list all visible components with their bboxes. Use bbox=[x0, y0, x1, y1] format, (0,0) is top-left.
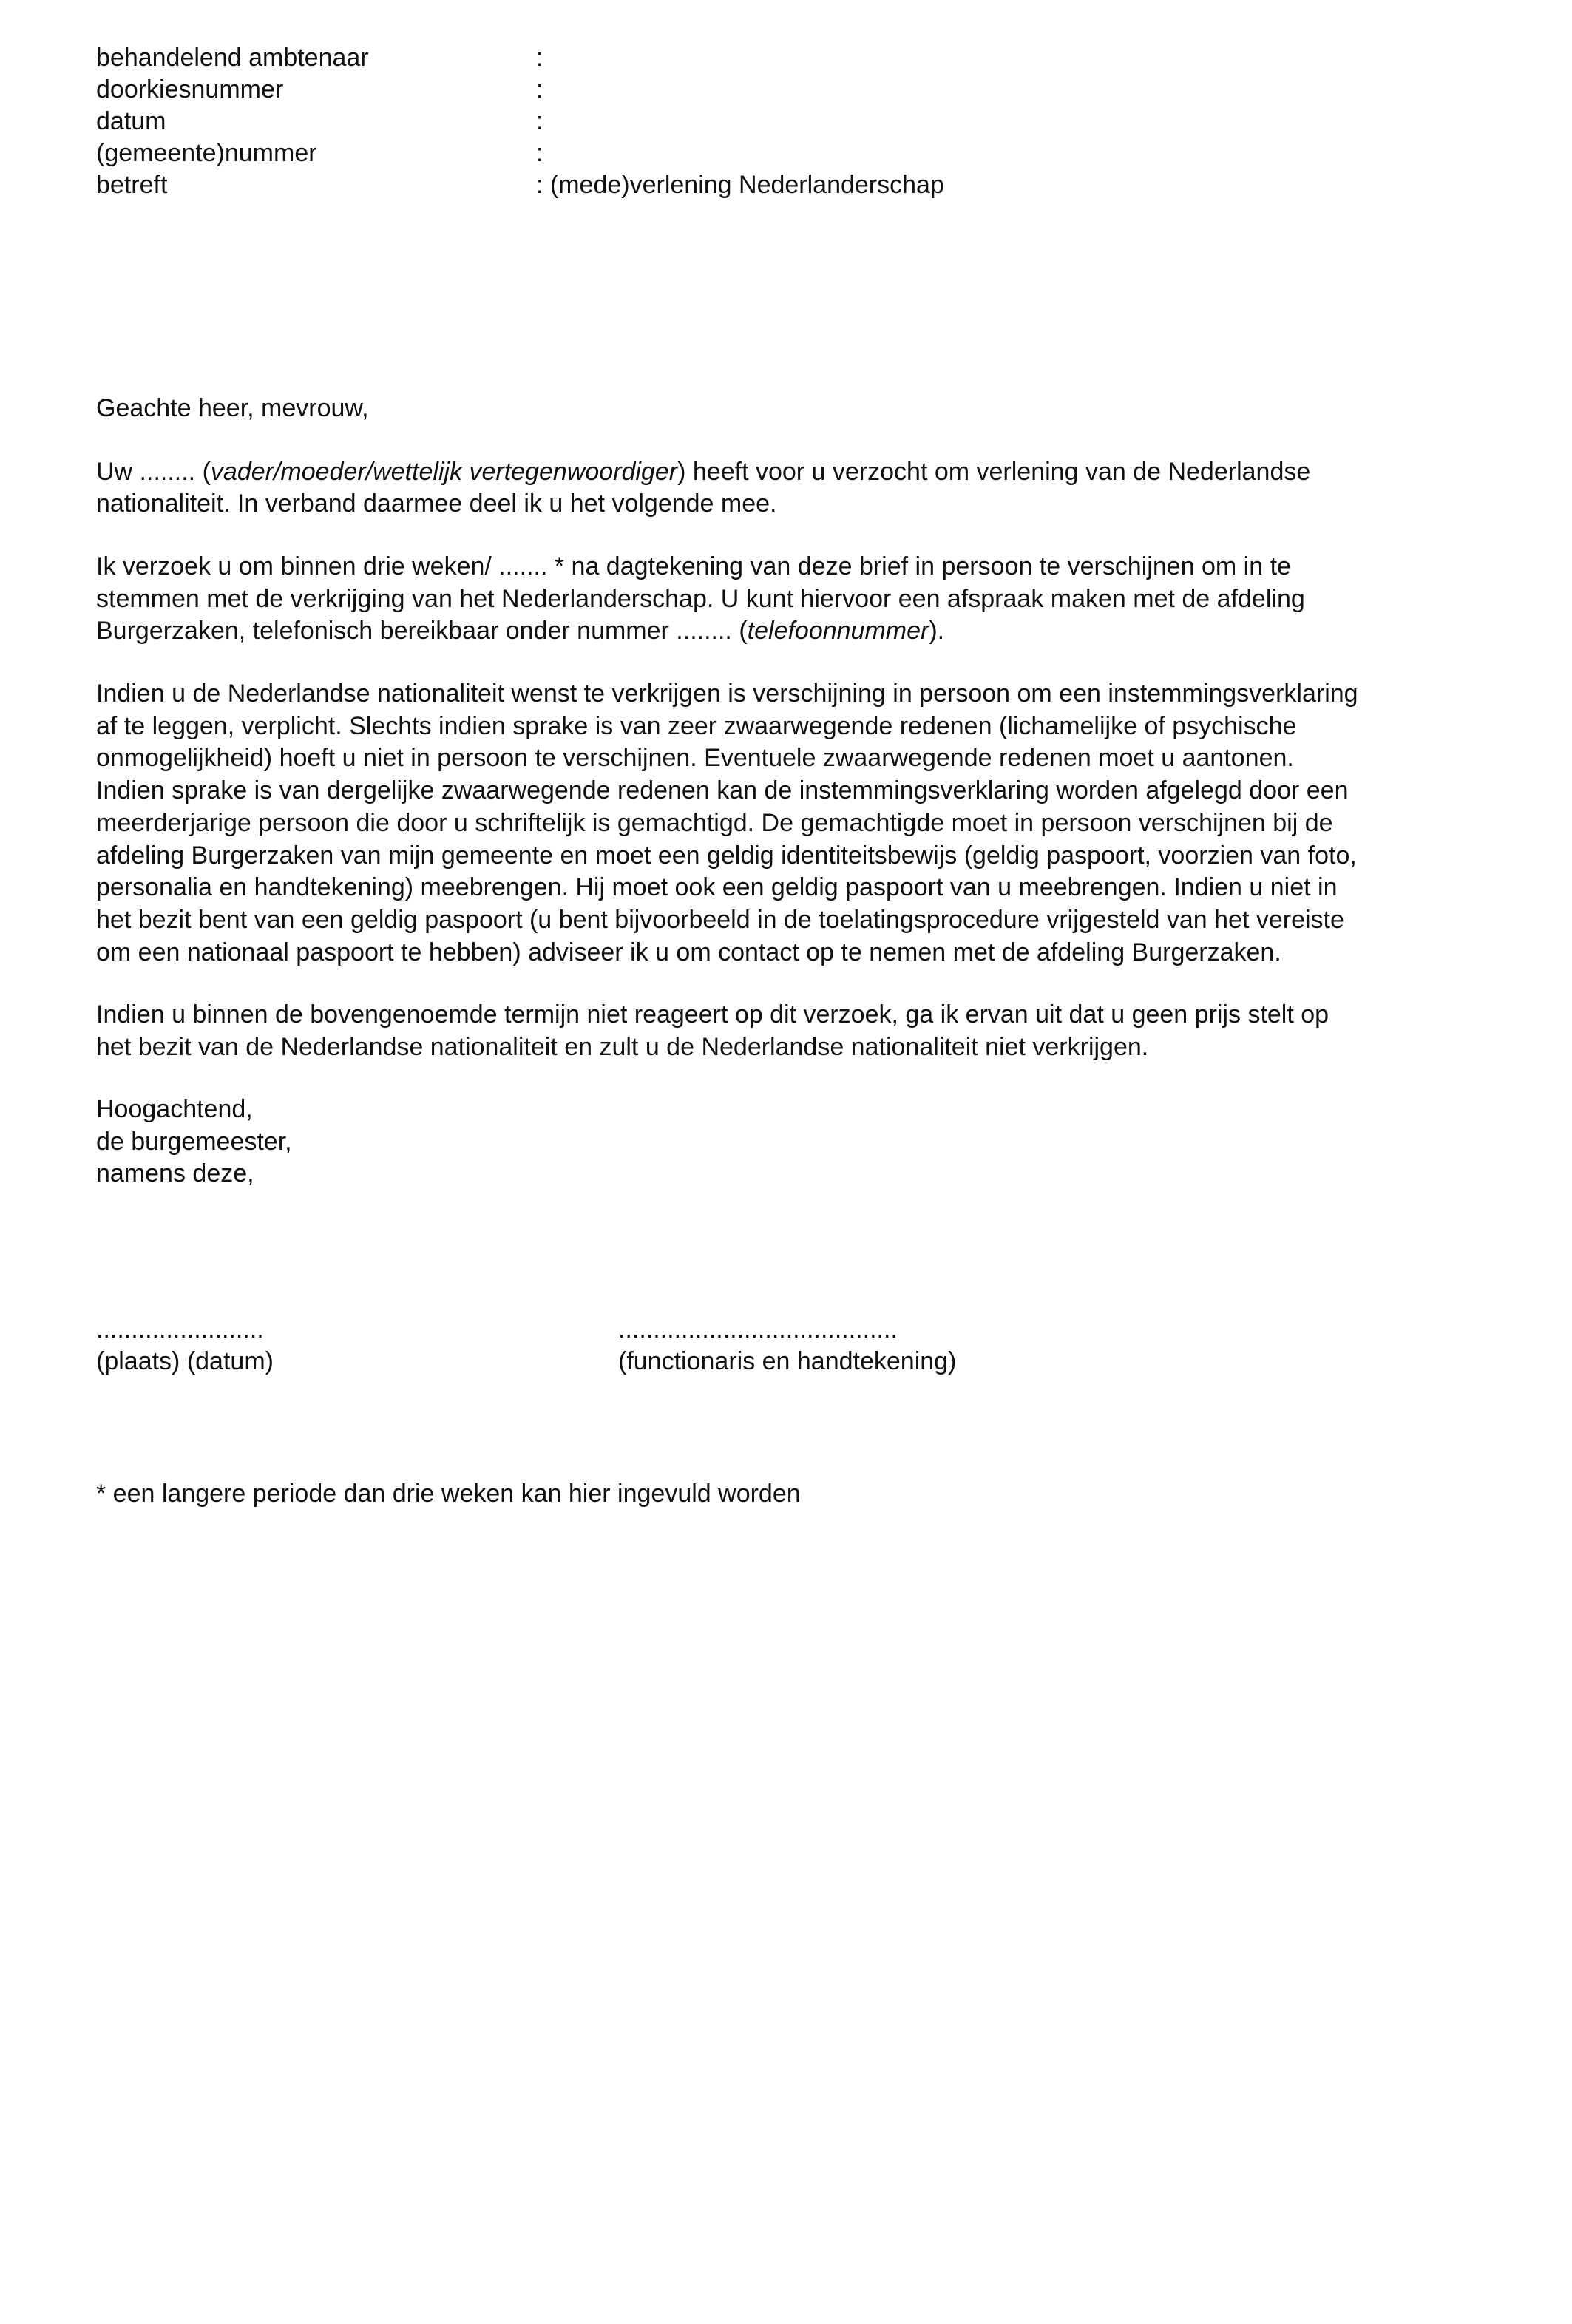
para3-line: het bezit bent van een geldig paspoort (u bent bijvoorbeeld in de toelatingsprocedure vrijgesteld van het vereiste bbox=[96, 906, 1344, 934]
header-label-behandelend: behandelend ambtenaar bbox=[96, 44, 369, 72]
para4-line: het bezit van de Nederlandse nationaliteit en zult u de Nederlandse nationaliteit niet verkrijgen. bbox=[96, 1033, 1149, 1061]
header-value-behandelend: : bbox=[536, 44, 543, 72]
signature-place-date-label: (plaats) (datum) bbox=[96, 1347, 274, 1375]
para3-line: Indien u de Nederlandse nationaliteit wenst te verkrijgen is verschijning in persoon om een instemmingsverklaring bbox=[96, 680, 1358, 708]
closing-line: de burgemeester, bbox=[96, 1128, 292, 1156]
header-value-betreft: : (mede)verlening Nederlanderschap bbox=[536, 171, 944, 199]
para3-line: af te leggen, verplicht. Slechts indien sprake is van zeer zwaarwegende redenen (lichamelijke of psychische bbox=[96, 712, 1297, 740]
para1-line1 bbox=[96, 457, 1310, 487]
para2-line3 bbox=[96, 616, 944, 646]
signature-functionary-label: (functionaris en handtekening) bbox=[618, 1347, 957, 1375]
para3-line: afdeling Burgerzaken van mijn gemeente en moet een geldig identiteitsbewijs (geldig paspoort, voorzien van foto, bbox=[96, 841, 1357, 870]
para2-line1: Ik verzoek u om binnen drie weken/ ....... * na dagtekening van deze brief in persoon te verschijnen om in te bbox=[96, 552, 1291, 580]
para3-line: personalia en handtekening) meebrengen. Hij moet ook een geldig paspoort van u meebrengen. Indien u niet in bbox=[96, 873, 1338, 901]
signature-functionary-dots: ........................................ bbox=[618, 1315, 898, 1344]
header-value-gemeentenummer: : bbox=[536, 139, 543, 167]
para4-line: Indien u binnen de bovengenoemde termijn niet reageert op dit verzoek, ga ik ervan uit dat u geen prijs stelt op bbox=[96, 1000, 1329, 1029]
header-label-gemeentenummer: (gemeente)nummer bbox=[96, 139, 317, 167]
para3-line: Indien sprake is van dergelijke zwaarwegende redenen kan de instemmingsverklaring worden afgelegd door een bbox=[96, 776, 1349, 804]
para2-line2: stemmen met de verkrijging van het Nederlanderschap. U kunt hiervoor een afspraak maken met de afdeling bbox=[96, 585, 1305, 613]
header-value-datum: : bbox=[536, 107, 543, 135]
para2-line3-pre: Burgerzaken, telefonisch bereikbaar onder nummer ........ ( bbox=[96, 617, 748, 645]
header-value-doorkiesnummer: : bbox=[536, 75, 543, 104]
closing-line: namens deze, bbox=[96, 1159, 254, 1188]
para1-line1-italic: vader/moeder/wettelijk vertegenwoordiger bbox=[210, 458, 678, 486]
para2-line3-italic: telefoonnummer bbox=[747, 617, 929, 645]
closing-line: Hoogachtend, bbox=[96, 1095, 253, 1123]
para2-line3-post: ). bbox=[929, 617, 945, 645]
header-label-datum: datum bbox=[96, 107, 166, 135]
para3-line: onmogelijkheid) hoeft u niet in persoon te verschijnen. Eventuele zwaarwegende redenen moet u aantonen. bbox=[96, 744, 1294, 772]
salutation: Geachte heer, mevrouw, bbox=[96, 394, 369, 422]
para1-line2: nationaliteit. In verband daarmee deel ik u het volgende mee. bbox=[96, 489, 777, 518]
para1-line1-post: ) heeft voor u verzocht om verlening van de Nederlandse bbox=[677, 458, 1311, 486]
para1-line1-pre: Uw ........ ( bbox=[96, 458, 211, 486]
footnote: * een langere periode dan drie weken kan hier ingevuld worden bbox=[96, 1480, 801, 1508]
header-label-betreft: betreft bbox=[96, 171, 168, 199]
header-label-doorkiesnummer: doorkiesnummer bbox=[96, 75, 284, 104]
signature-place-date-dots: ........................ bbox=[96, 1315, 264, 1344]
para3-line: om een nationaal paspoort te hebben) adviseer ik u om contact op te nemen met de afdeling Burgerzaken. bbox=[96, 938, 1281, 966]
para3-line: meerderjarige persoon die door u schriftelijk is gemachtigd. De gemachtigde moet in persoon verschijnen bij de bbox=[96, 809, 1333, 837]
